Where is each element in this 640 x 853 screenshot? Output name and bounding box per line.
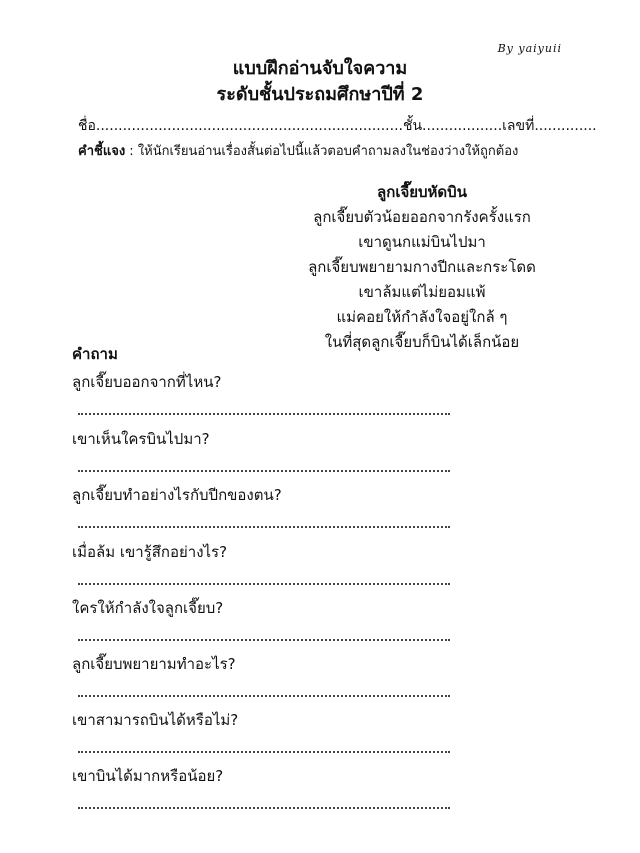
poem-line: ในที่สุดลูกเจี๊ยบก็บินได้เล็กน้อย xyxy=(324,333,520,351)
instructions-text: : ให้นักเรียนอ่านเรื่องสั้นต่อไปนี้แล้วตอบคำถามลงในช่องว่างให้ถูกต้อง xyxy=(125,144,519,159)
poem-line: ลูกเจี๊ยบตัวน้อยออกจากรังครั้งแรก xyxy=(313,208,531,226)
instructions xyxy=(78,142,568,162)
answer-line-7[interactable] xyxy=(78,751,450,753)
answer-line-8[interactable] xyxy=(78,807,450,809)
answer-line-6[interactable] xyxy=(78,695,450,697)
answer-line-3[interactable] xyxy=(78,526,450,528)
story-poem xyxy=(262,180,582,355)
student-info-line: ชื่อ.....................................................................ชั้น..................เลขที่.............. xyxy=(78,118,597,134)
question-7: เขาสามารถบินได้หรือไม่? xyxy=(72,711,239,729)
worksheet-subtitle: ระดับชั้นประถมศึกษาปีที่ 2 xyxy=(216,84,424,105)
poem-line: เขาล้มแต่ไม่ยอมแพ้ xyxy=(358,283,486,301)
question-4: เมื่อล้ม เขารู้สึกอย่างไร? xyxy=(72,543,228,561)
author-credit: By yaiyuii xyxy=(497,42,562,55)
answer-line-4[interactable] xyxy=(78,583,450,585)
worksheet-title: แบบฝึกอ่านจับใจความ xyxy=(232,58,408,79)
answer-line-2[interactable] xyxy=(78,470,450,472)
question-1: ลูกเจี๊ยบออกจากที่ไหน? xyxy=(72,373,222,391)
question-5: ใครให้กำลังใจลูกเจี๊ยบ? xyxy=(72,599,224,617)
question-3: ลูกเจี๊ยบทำอย่างไรกับปีกของตน? xyxy=(72,486,282,504)
poem-line: เขาดูนกแม่บินไปมา xyxy=(358,233,486,251)
poem-line: แม่คอยให้กำลังใจอยู่ใกล้ ๆ xyxy=(336,308,508,326)
instructions-label: คำชี้แจง xyxy=(78,144,126,159)
question-6: ลูกเจี๊ยบพยายามทำอะไร? xyxy=(72,655,236,673)
question-8: เขาบินได้มากหรือน้อย? xyxy=(72,767,224,785)
answer-line-5[interactable] xyxy=(78,639,450,641)
questions-heading: คำถาม xyxy=(72,345,118,363)
poem-title: ลูกเจี๊ยบหัดบิน xyxy=(377,183,467,201)
poem-line: ลูกเจี๊ยบพยายามกางปีกและกระโดด xyxy=(308,258,536,276)
answer-line-1[interactable] xyxy=(78,413,450,415)
question-2: เขาเห็นใครบินไปมา? xyxy=(72,430,210,448)
